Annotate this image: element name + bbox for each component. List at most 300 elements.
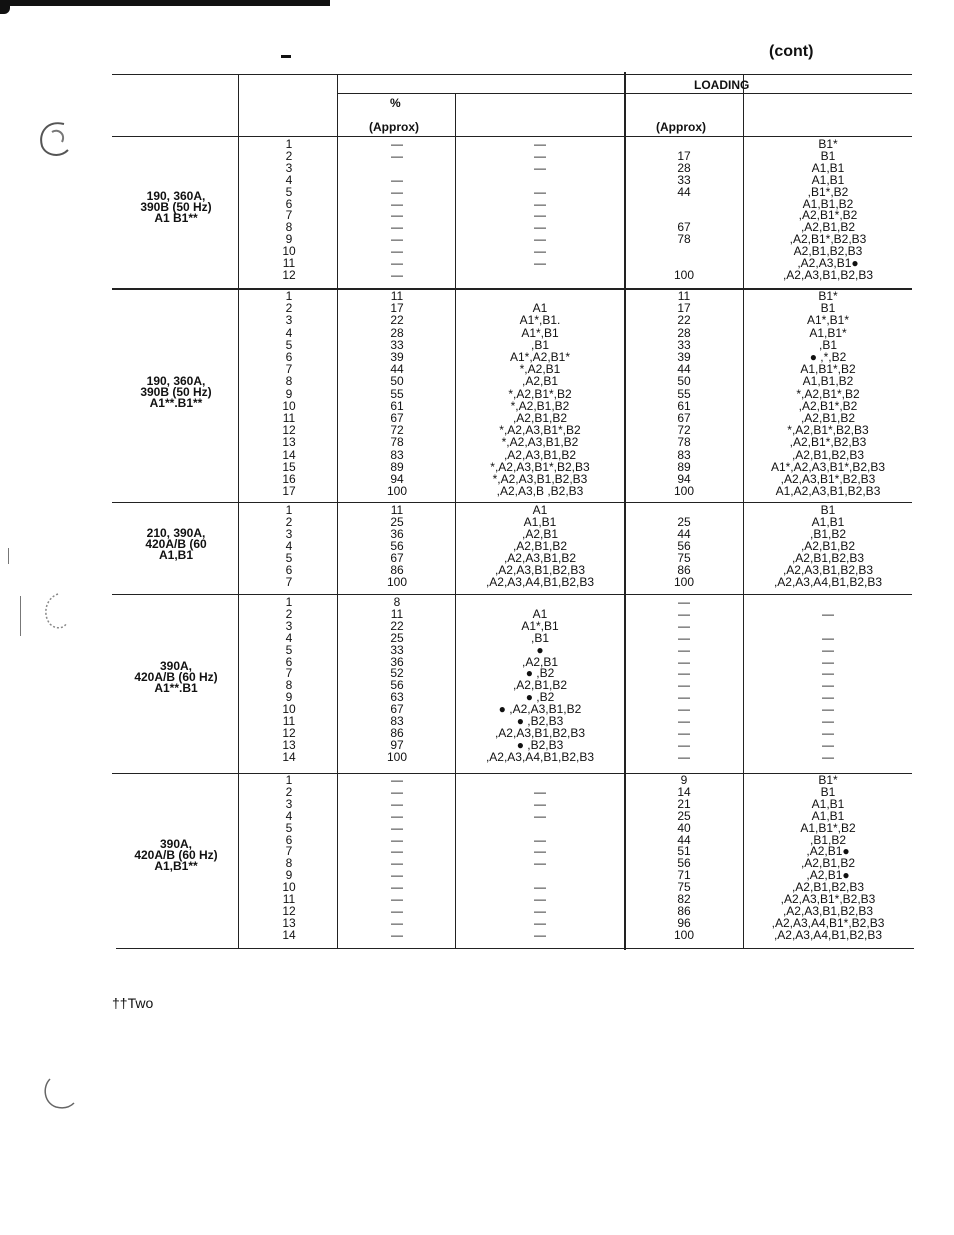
percent-load-a: 72 (390, 423, 404, 438)
step-number: 2 (285, 301, 293, 316)
percent-load-a: 36 (390, 654, 404, 669)
load-set-a: ,A2,A3,A4,B1,B2,B3 (485, 749, 595, 764)
title-dash (281, 55, 291, 58)
step-number: 14 (282, 927, 296, 942)
step-number: 8 (285, 374, 293, 389)
percent-load-b: — (678, 618, 690, 633)
percent-load-a: — (391, 220, 403, 235)
load-set-a: A1 (532, 606, 548, 621)
percent-load-a: — (391, 773, 403, 787)
load-set-b: ,A2,B1● (806, 868, 850, 883)
percent-load-a: 11 (390, 606, 404, 621)
percent-header: % (390, 96, 401, 110)
percent-load-a: 56 (390, 539, 404, 553)
load-set-a: ,A2,A3,B1,B2 (503, 447, 577, 462)
binder-hole-mark-2 (36, 590, 72, 634)
percent-load-a: — (391, 808, 403, 823)
load-set-b: ,A2,A3,B1● (797, 256, 859, 270)
load-set-b: ,B1,B2 (809, 527, 847, 541)
margin-tick-2 (20, 596, 21, 636)
load-set-b: B1* (818, 773, 838, 787)
percent-load-b: 21 (677, 796, 691, 811)
load-set-b: A1,B1 (811, 796, 845, 811)
section-label (112, 528, 240, 561)
load-set-b: *,A2,B1*,B2,B3 (787, 423, 869, 438)
load-set-a: ,A2,A3,B ,B2,B3 (496, 484, 584, 499)
section-label-line: 420A/B (60 Hz) (134, 848, 218, 863)
percent-load-a: — (391, 927, 403, 942)
step-number: 12 (282, 903, 296, 918)
load-set-a: ,A2,B1 (521, 654, 559, 669)
load-set-a: — (534, 844, 546, 859)
load-set-a: A1 (532, 301, 548, 316)
load-set-b: A1,A2,A3,B1,B2,B3 (775, 484, 881, 499)
percent-load-b: 40 (677, 820, 691, 835)
section-label-line: 190, 360A, (146, 373, 206, 388)
step-number: 1 (285, 595, 293, 609)
step-number: 13 (282, 435, 296, 450)
approx-header-1: (Approx) (369, 120, 419, 134)
load-set-a: ● ,B2,B3 (516, 714, 564, 728)
section-rule-3 (112, 594, 912, 595)
load-set-a: ,A2,B1 (521, 527, 559, 541)
top-edge-bar (0, 0, 330, 6)
load-set-b: ,A2,B1*,B2,B3 (789, 232, 867, 247)
percent-load-b: 28 (677, 160, 691, 175)
load-set-b: ,A2,A3,A4,B1,B2,B3 (773, 575, 883, 589)
load-set-b: ,A2,A3,A4,B1*,B2,B3 (771, 915, 885, 930)
percent-load-a: 61 (390, 398, 404, 413)
load-set-b: — (822, 690, 834, 705)
load-set-a: ● (536, 642, 544, 657)
percent-load-b: 94 (677, 472, 691, 486)
percent-load-a: — (391, 137, 403, 151)
step-number: 5 (285, 820, 293, 835)
step-number: 8 (285, 220, 293, 235)
step-number: 10 (282, 398, 296, 413)
percent-load-b: 44 (677, 362, 691, 377)
load-set-a: — (534, 808, 546, 823)
section-label-line: A1 B1** (154, 211, 198, 226)
load-set-a: ● ,B2,B3 (516, 737, 564, 752)
load-set-a: A1*,A2,B1* (509, 350, 571, 364)
load-set-b: A1,B1*,B2 (800, 362, 856, 377)
section-label-line: 420A/B (60 (145, 537, 207, 551)
percent-load-b: 75 (677, 551, 691, 565)
load-set-b: — (822, 737, 834, 752)
section-label (112, 373, 240, 410)
percent-load-a: 94 (390, 472, 404, 486)
load-set-a: — (534, 256, 546, 270)
percent-load-a: — (391, 892, 403, 906)
step-number: 1 (285, 137, 293, 151)
step-number: 9 (285, 232, 293, 247)
load-set-a: *,A2,A3,B1,B2,B3 (492, 472, 588, 486)
percent-load-b: 61 (677, 398, 691, 413)
step-number: 14 (282, 749, 296, 764)
load-set-a: — (534, 184, 546, 199)
binder-hole-mark-3 (36, 1075, 80, 1115)
section-label (112, 191, 240, 224)
approx-header-2: (Approx) (656, 120, 706, 134)
load-set-a: *,A2,A3,B1*,B2 (499, 423, 581, 438)
step-number: 4 (285, 630, 293, 645)
load-set-b: — (822, 666, 834, 681)
load-set-a: ● ,B2 (525, 690, 555, 705)
percent-load-a: — (391, 184, 403, 199)
percent-load-a: 28 (390, 325, 404, 340)
step-number: 6 (285, 563, 293, 577)
load-set-b: ,A2,B1● (806, 844, 850, 859)
load-set-a: — (534, 915, 546, 930)
load-set-b: ,A2,A3,B1,B2,B3 (782, 903, 874, 918)
step-number: 11 (282, 714, 296, 728)
percent-load-a: 67 (390, 551, 404, 565)
load-set-a: — (534, 796, 546, 811)
step-number: 1 (285, 503, 293, 517)
section-label-line: 390B (50 Hz) (140, 200, 212, 215)
percent-load-b: 71 (677, 868, 691, 883)
load-set-b: ,A2,B1*,B2,B3 (789, 435, 867, 450)
percent-load-a: — (391, 196, 403, 211)
load-set-a: — (534, 880, 546, 895)
load-set-b: ,A2,B1,B2 (800, 411, 856, 425)
step-number: 6 (285, 196, 293, 211)
percent-load-a: — (391, 868, 403, 883)
load-set-a: ,A2,B1 (521, 374, 559, 389)
percent-load-b: 33 (677, 172, 691, 187)
margin-tick (8, 548, 9, 564)
load-set-a: *,A2,A3,B1,B2 (501, 435, 579, 450)
loading-header: LOADING (694, 78, 750, 92)
percent-load-a: 100 (386, 484, 408, 499)
load-set-b: — (822, 654, 834, 669)
load-set-b: ● ,*,B2 (809, 350, 847, 364)
load-set-b: — (822, 725, 834, 740)
percent-load-b: 39 (677, 350, 691, 364)
load-set-b: ,A2,A3,B1*,B2,B3 (780, 892, 876, 906)
load-set-b: ,A2,B1,B2 (800, 856, 856, 871)
step-number: 6 (285, 350, 293, 364)
percent-load-a: 17 (390, 301, 404, 316)
percent-load-b: 100 (673, 927, 695, 942)
percent-load-b: 100 (673, 575, 695, 589)
load-set-a: — (534, 892, 546, 906)
load-set-a: ● ,B2 (525, 666, 555, 681)
load-set-b: ,A2,B1,B2,B3 (791, 551, 865, 565)
percent-load-b: 44 (677, 832, 691, 847)
step-number: 7 (285, 575, 293, 589)
step-number: 14 (282, 447, 296, 462)
load-set-b: B1 (820, 784, 836, 799)
load-set-a: — (534, 856, 546, 871)
table-bottom-rule (116, 948, 914, 949)
load-set-b: A1,B1 (811, 172, 845, 187)
step-number: 8 (285, 678, 293, 693)
load-set-b: B1 (820, 148, 836, 163)
step-number: 3 (285, 618, 293, 633)
percent-load-b: 83 (677, 447, 691, 462)
load-set-b: ,A2,B1,B2 (800, 220, 856, 235)
percent-load-b: — (678, 749, 690, 764)
load-set-b: ,A2,B1,B2,B3 (791, 880, 865, 895)
step-number: 3 (285, 527, 293, 541)
load-set-b: ,B1,B2 (809, 832, 847, 847)
percent-load-a: — (391, 232, 403, 247)
load-set-a: — (534, 832, 546, 847)
load-set-a: — (534, 137, 546, 151)
step-number: 4 (285, 808, 293, 823)
load-set-b: — (822, 606, 834, 621)
percent-load-a: — (391, 208, 403, 223)
section-rule-2 (112, 502, 912, 503)
load-set-a: ,A2,A3,B1,B2,B3 (494, 725, 586, 740)
load-set-b: A1*,B1* (806, 313, 850, 328)
percent-load-b: — (678, 678, 690, 693)
step-number: 10 (282, 702, 296, 717)
percent-load-b: 25 (677, 515, 691, 529)
load-set-a: — (534, 232, 546, 247)
percent-load-a: 25 (390, 515, 404, 529)
percent-load-a: 83 (390, 714, 404, 728)
percent-load-b: — (678, 642, 690, 657)
percent-load-a: — (391, 856, 403, 871)
top-edge-corner (0, 4, 10, 14)
step-number: 11 (282, 256, 296, 270)
load-set-b: ,A2,A3,A4,B1,B2,B3 (773, 927, 883, 942)
load-set-b: ,A2,B1*,B2 (798, 398, 858, 413)
load-set-a: — (534, 208, 546, 223)
step-number: 10 (282, 880, 296, 895)
load-set-a: — (534, 927, 546, 942)
percent-load-b: — (678, 666, 690, 681)
percent-load-a: 44 (390, 362, 404, 377)
percent-load-a: 89 (390, 459, 404, 474)
section-label (112, 661, 240, 694)
step-number: 15 (282, 459, 296, 474)
load-set-b: B1* (818, 137, 838, 151)
percent-load-b: 28 (677, 325, 691, 340)
percent-load-a: 67 (390, 702, 404, 717)
percent-load-b: — (678, 737, 690, 752)
step-number: 7 (285, 362, 293, 377)
load-set-a: — (534, 220, 546, 235)
step-number: 4 (285, 325, 293, 340)
section-label-line: A1,B1 (158, 548, 193, 562)
percent-load-a: — (391, 267, 403, 282)
percent-load-b: — (678, 606, 690, 621)
percent-load-a: 22 (390, 313, 404, 328)
load-set-a: ,A2,B1,B2 (512, 411, 568, 425)
percent-load-b: 86 (677, 903, 691, 918)
section-label-line: A1**.B1** (149, 395, 203, 410)
step-number: 10 (282, 244, 296, 259)
percent-load-b: 100 (673, 484, 695, 499)
percent-load-a: 33 (390, 337, 404, 352)
step-number: 3 (285, 313, 293, 328)
percent-load-b: 56 (677, 539, 691, 553)
load-set-b: A1,B1 (811, 160, 845, 175)
load-set-b: — (822, 714, 834, 728)
percent-load-b: 67 (677, 220, 691, 235)
percent-load-a: 97 (390, 737, 404, 752)
load-set-b: A1,B1 (811, 808, 845, 823)
table-top-rule (112, 74, 912, 75)
step-number: 6 (285, 832, 293, 847)
load-set-b: A1*,A2,A3,B1*,B2,B3 (770, 459, 886, 474)
load-set-b: *,A2,B1*,B2 (796, 386, 860, 401)
step-number: 9 (285, 690, 293, 705)
percent-load-a: 50 (390, 374, 404, 389)
load-set-a: A1*,B1. (519, 313, 561, 328)
load-set-a: — (534, 903, 546, 918)
section-label-line: 210, 390A, (146, 526, 206, 540)
section-label-line: A1,B1** (154, 859, 198, 874)
percent-load-b: 72 (677, 423, 691, 438)
percent-load-a: 8 (393, 595, 401, 609)
load-set-b: A1,B1,B2 (802, 374, 854, 389)
load-set-a: — (534, 148, 546, 163)
percent-load-b: 44 (677, 527, 691, 541)
percent-load-a: 83 (390, 447, 404, 462)
percent-load-a: 56 (390, 678, 404, 693)
step-number: 2 (285, 148, 293, 163)
percent-load-b: 75 (677, 880, 691, 895)
percent-load-a: — (391, 256, 403, 270)
step-number: 12 (282, 423, 296, 438)
step-number: 5 (285, 184, 293, 199)
load-set-b: ,A2,A3,B1,B2,B3 (782, 563, 874, 577)
step-number: 12 (282, 267, 296, 282)
percent-load-a: 78 (390, 435, 404, 450)
percent-load-a: 22 (390, 618, 404, 633)
step-number: 13 (282, 915, 296, 930)
binder-hole-mark (34, 118, 78, 160)
header-bottom-rule (112, 136, 912, 137)
step-number: 11 (282, 892, 296, 906)
step-number: 7 (285, 666, 293, 681)
percent-load-a: — (391, 820, 403, 835)
load-set-b: ,A2,B1,B2,B3 (791, 447, 865, 462)
percent-load-a: 55 (390, 386, 404, 401)
percent-load-a: 100 (386, 575, 408, 589)
percent-load-b: 82 (677, 892, 691, 906)
percent-load-b: 22 (677, 313, 691, 328)
load-set-b: A1,B1*,B2 (800, 820, 856, 835)
load-set-a: ,A2,A3,B1,B2,B3 (494, 563, 586, 577)
step-number: 5 (285, 337, 293, 352)
step-number: 11 (282, 411, 296, 425)
percent-load-b: 51 (677, 844, 691, 859)
step-number: 6 (285, 654, 293, 669)
percent-load-b: — (678, 702, 690, 717)
percent-load-a: — (391, 903, 403, 918)
step-number: 13 (282, 737, 296, 752)
load-set-a: ,A2,A3,B1,B2 (503, 551, 577, 565)
load-set-a: ,B1 (530, 630, 549, 645)
load-set-b: B1* (818, 289, 838, 303)
load-set-a: A1 (532, 503, 548, 517)
load-set-b: ,B1*,B2 (807, 184, 849, 199)
percent-load-a: 63 (390, 690, 404, 705)
percent-load-a: 36 (390, 527, 404, 541)
section-label-line: 420A/B (60 Hz) (134, 670, 218, 685)
load-set-a: — (534, 196, 546, 211)
load-set-a: ,A2,B1,B2 (512, 539, 568, 553)
step-number: 1 (285, 289, 293, 303)
percent-load-b: — (678, 654, 690, 669)
step-number: 9 (285, 386, 293, 401)
percent-load-b: 89 (677, 459, 691, 474)
percent-load-b: 17 (677, 301, 691, 316)
load-set-b: B1 (820, 301, 836, 316)
load-set-a: A1*,B1 (521, 618, 559, 633)
step-number: 17 (282, 484, 296, 499)
percent-load-a: — (391, 832, 403, 847)
step-number: 4 (285, 172, 293, 187)
load-set-a: *,A2,A3,B1*,B2,B3 (490, 459, 590, 474)
load-set-b: ,A2,A3,B1*,B2,B3 (780, 472, 876, 486)
percent-load-a: — (391, 244, 403, 259)
step-number: 2 (285, 784, 293, 799)
load-set-a: A1,B1 (523, 515, 557, 529)
percent-load-b: 86 (677, 563, 691, 577)
percent-load-b: 96 (677, 915, 691, 930)
step-number: 7 (285, 208, 293, 223)
percent-load-b: 78 (677, 232, 691, 247)
percent-load-a: — (391, 784, 403, 799)
step-number: 8 (285, 856, 293, 871)
step-number: 2 (285, 606, 293, 621)
percent-load-a: — (391, 148, 403, 163)
percent-load-a: 25 (390, 630, 404, 645)
section-label-line: 390A, (159, 837, 193, 852)
load-set-a: *,A2,B1 (519, 362, 561, 377)
percent-load-a: — (391, 844, 403, 859)
percent-load-b: 11 (677, 289, 691, 303)
load-set-b: B1 (820, 503, 836, 517)
continued-label: (cont) (769, 43, 814, 60)
load-set-a: A1*,B1 (521, 325, 559, 340)
load-set-b: — (822, 749, 834, 764)
load-set-b: ,B1 (818, 337, 837, 352)
percent-load-a: 11 (390, 503, 404, 517)
percent-load-a: 100 (386, 749, 408, 764)
section-label (112, 839, 240, 872)
load-set-a: *,A2,B1,B2 (510, 398, 570, 413)
percent-load-a: — (391, 172, 403, 187)
load-set-a: *,A2,B1*,B2 (508, 386, 572, 401)
percent-load-b: 55 (677, 386, 691, 401)
percent-load-b: 33 (677, 337, 691, 352)
section-label-line: 390B (50 Hz) (140, 384, 212, 399)
step-number: 4 (285, 539, 293, 553)
percent-load-b: 67 (677, 411, 691, 425)
percent-load-a: 52 (390, 666, 404, 681)
step-number: 3 (285, 160, 293, 175)
load-set-b: A1,B1 (811, 515, 845, 529)
percent-load-a: 39 (390, 350, 404, 364)
footnote: ††Two (112, 995, 154, 1011)
percent-load-a: — (391, 915, 403, 930)
section-label-line: 390A, (159, 659, 193, 674)
percent-load-a: — (391, 880, 403, 895)
percent-load-b: 56 (677, 856, 691, 871)
step-number: 7 (285, 844, 293, 859)
load-set-b: ,A2,B1,B2 (800, 539, 856, 553)
load-set-a: ,B1 (530, 337, 549, 352)
section-label-line: A1**.B1 (154, 681, 198, 696)
